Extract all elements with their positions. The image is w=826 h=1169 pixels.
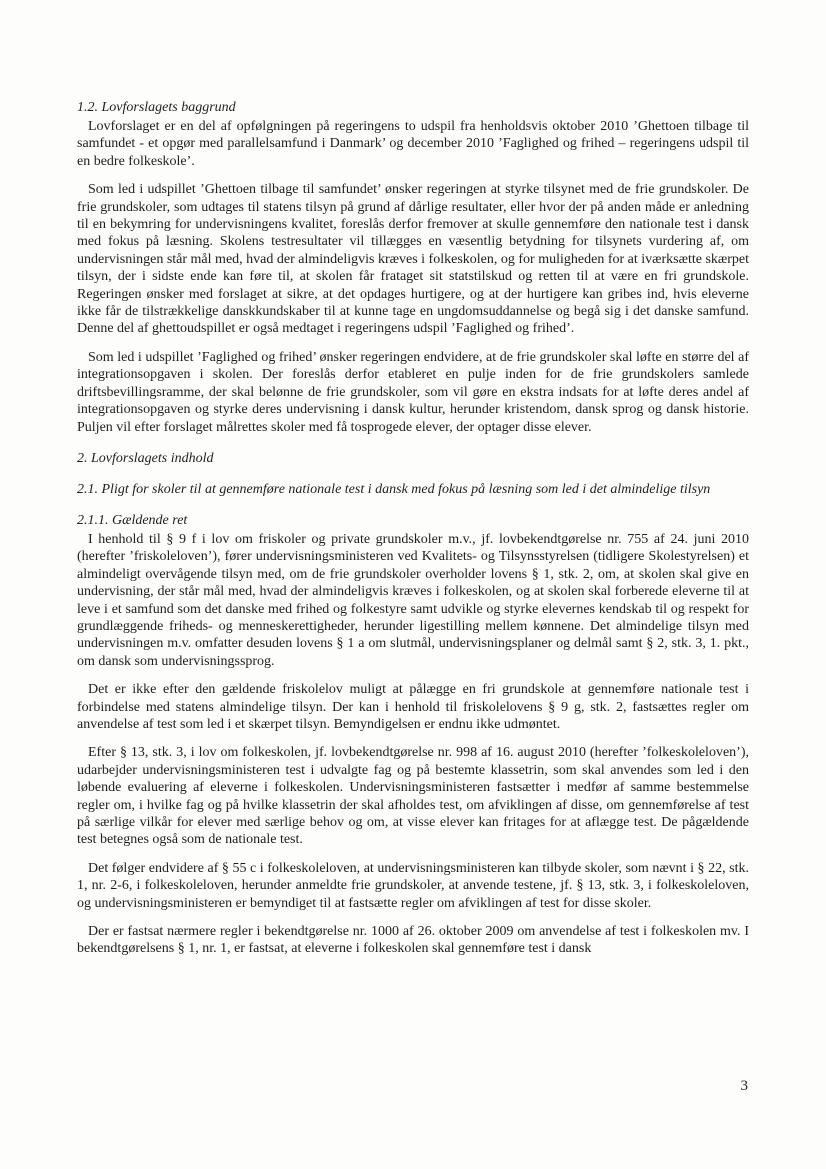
section-heading-2-1-1: 2.1.1. Gældende ret	[77, 512, 188, 528]
section-heading-1-2: 1.2. Lovforslagets baggrund	[77, 100, 236, 115]
paragraph: Som led i udspillet ’Faglighed og frihed’ ønsker regeringen endvidere, at de frie grundskoler skal løfte en større del af integrationsopgaven i skolen. Der foreslås derfor etableret en pulje inden for de frie grundskolers samlede driftsbevillingsramme, der skal belønne de frie grundskoler, som vil gøre en ekstra indsats for at løfte deres andel af integrationsopgaven og styrke deres undervisning i dansk kultur, herunder kristendom, dansk sprog og dansk historie. Puljen vil efter forslaget målrettes skoler med få tosprogede elever, der optager disse elever.	[77, 349, 749, 435]
section-heading-2-1: 2.1. Pligt for skoler til at gennemføre nationale test i dansk med fokus på læsning som led i det almindelige tilsyn	[77, 481, 711, 497]
paragraph: Efter § 13, stk. 3, i lov om folkeskolen, jf. lovbekendtgørelse nr. 998 af 16. august 2010 (herefter ’folkeskoleloven’), udarbejder undervisningsministeren test i udvalgte fag og på bestemte klassetrin, som skal anvendes som led i den løbende evaluering af eleverne i folkeskolen. Undervisningsministeren fastsætter i medfør af samme bestemmelse regler om, i hvilke fag og på hvilke klassetrin der skal afholdes test, om afviklingen af disse, om gennemførelse af test på særlige vilkår for elever med særlige behov og om, at visse elever kan fritages for at aflægge test. De pågældende test betegnes også som de nationale test.	[77, 745, 749, 848]
paragraph: Lovforslaget er en del af opfølgningen på regeringens to udspil fra henholdsvis oktober 2010 ’Ghettoen tilbage til samfundet - et opgør med parallelsamfund i Danmark’ og december 2010 ’Faglighed og frihed – regeringens udspil til en bedre folkeskole’.	[77, 119, 749, 169]
paragraph: I henhold til § 9 f i lov om friskoler og private grundskoler m.v., jf. lovbekendtgørelse nr. 755 af 24. juni 2010 (herefter ’friskoleloven’), fører undervisningsministeren ved Kvalitets- og Tilsynsstyrelsen (tidligere Skolestyrelsen) et almindeligt overvågende tilsyn med, om de frie grundskoler overholder lovens § 1, stk. 2, om, at skolen skal give en undervisning, der står mål med, hvad der almindeligvis kræves i folkeskolen, og at skolen skal forberede eleverne til at leve i et samfund som det danske med frihed og folkestyre samt udvikle og styrke elevernes kendskab til og respekt for grundlæggende friheds- og menneskerettigheder, herunder ligestilling mellem kønnene. Det almindelige tilsyn med undervisningen m.v. omfatter desuden lovens § 1 a om slutmål, undervisningsplaner og delmål samt § 2, stk. 3, 1. pkt., om dansk som undervisningssprog.	[77, 531, 749, 669]
page-number: 3	[740, 1078, 748, 1094]
section-heading-2: 2. Lovforslagets indhold	[77, 450, 214, 466]
document-page	[77, 99, 749, 969]
paragraph: Der er fastsat nærmere regler i bekendtgørelse nr. 1000 af 26. oktober 2009 om anvendelse af test i folkeskolen mv. I bekendtgørelsens § 1, nr. 1, er fastsat, at eleverne i folkeskolen skal gennemføre test i dansk	[77, 924, 749, 957]
paragraph: Det følger endvidere af § 55 c i folkeskoleloven, at undervisningsministeren kan tilbyde skoler, som nævnt i § 22, stk. 1, nr. 2-6, i folkeskoleloven, herunder anmeldte frie grundskoler, at anvende testene, jf. § 13, stk. 3, i folkeskoleloven, og undervisningsministeren er bemyndiget til at fastsætte regler om afviklingen af test for disse skoler.	[77, 860, 749, 911]
paragraph: Det er ikke efter den gældende friskolelov muligt at pålægge en fri grundskole at gennemføre nationale test i forbindelse med statens almindelige tilsyn. Der kan i henhold til friskolelovens § 9 g, stk. 2, fastsættes regler om anvendelse af test som led i et skærpet tilsyn. Bemyndigelsen er endnu ikke udmøntet.	[77, 682, 749, 732]
paragraph: Som led i udspillet ’Ghettoen tilbage til samfundet’ ønsker regeringen at styrke tilsynet med de frie grundskoler. De frie grundskoler, som udtages til statens tilsyn på grund af dårlige resultater, eller hvor der på anden måde er anledning til en bekymring for undervisningens kvalitet, foreslås derfor fremover at skulle gennemføre den nationale test i dansk med fokus på læsning. Skolens testresultater vil tillægges en væsentlig betydning for tilsynets vurdering af, om undervisningen står mål med, hvad der almindeligvis kræves i folkeskolen, og for muligheden for at iværksætte skærpet tilsyn, der i sidste ende kan føre til, at skolen får frataget sit statstilskud og retten til at være en fri grundskole. Regeringen ønsker med forslaget at sikre, at det opdages hurtigere, og at der hurtigere kan gribes ind, hvis eleverne ikke får de tilstrækkelige danskkundskaber til at kunne tage en ungdomsuddannelse og begå sig i det danske samfund. Denne del af ghettoudspillet er også medtaget i regeringens udspil ’Faglighed og frihed’.	[77, 182, 749, 337]
